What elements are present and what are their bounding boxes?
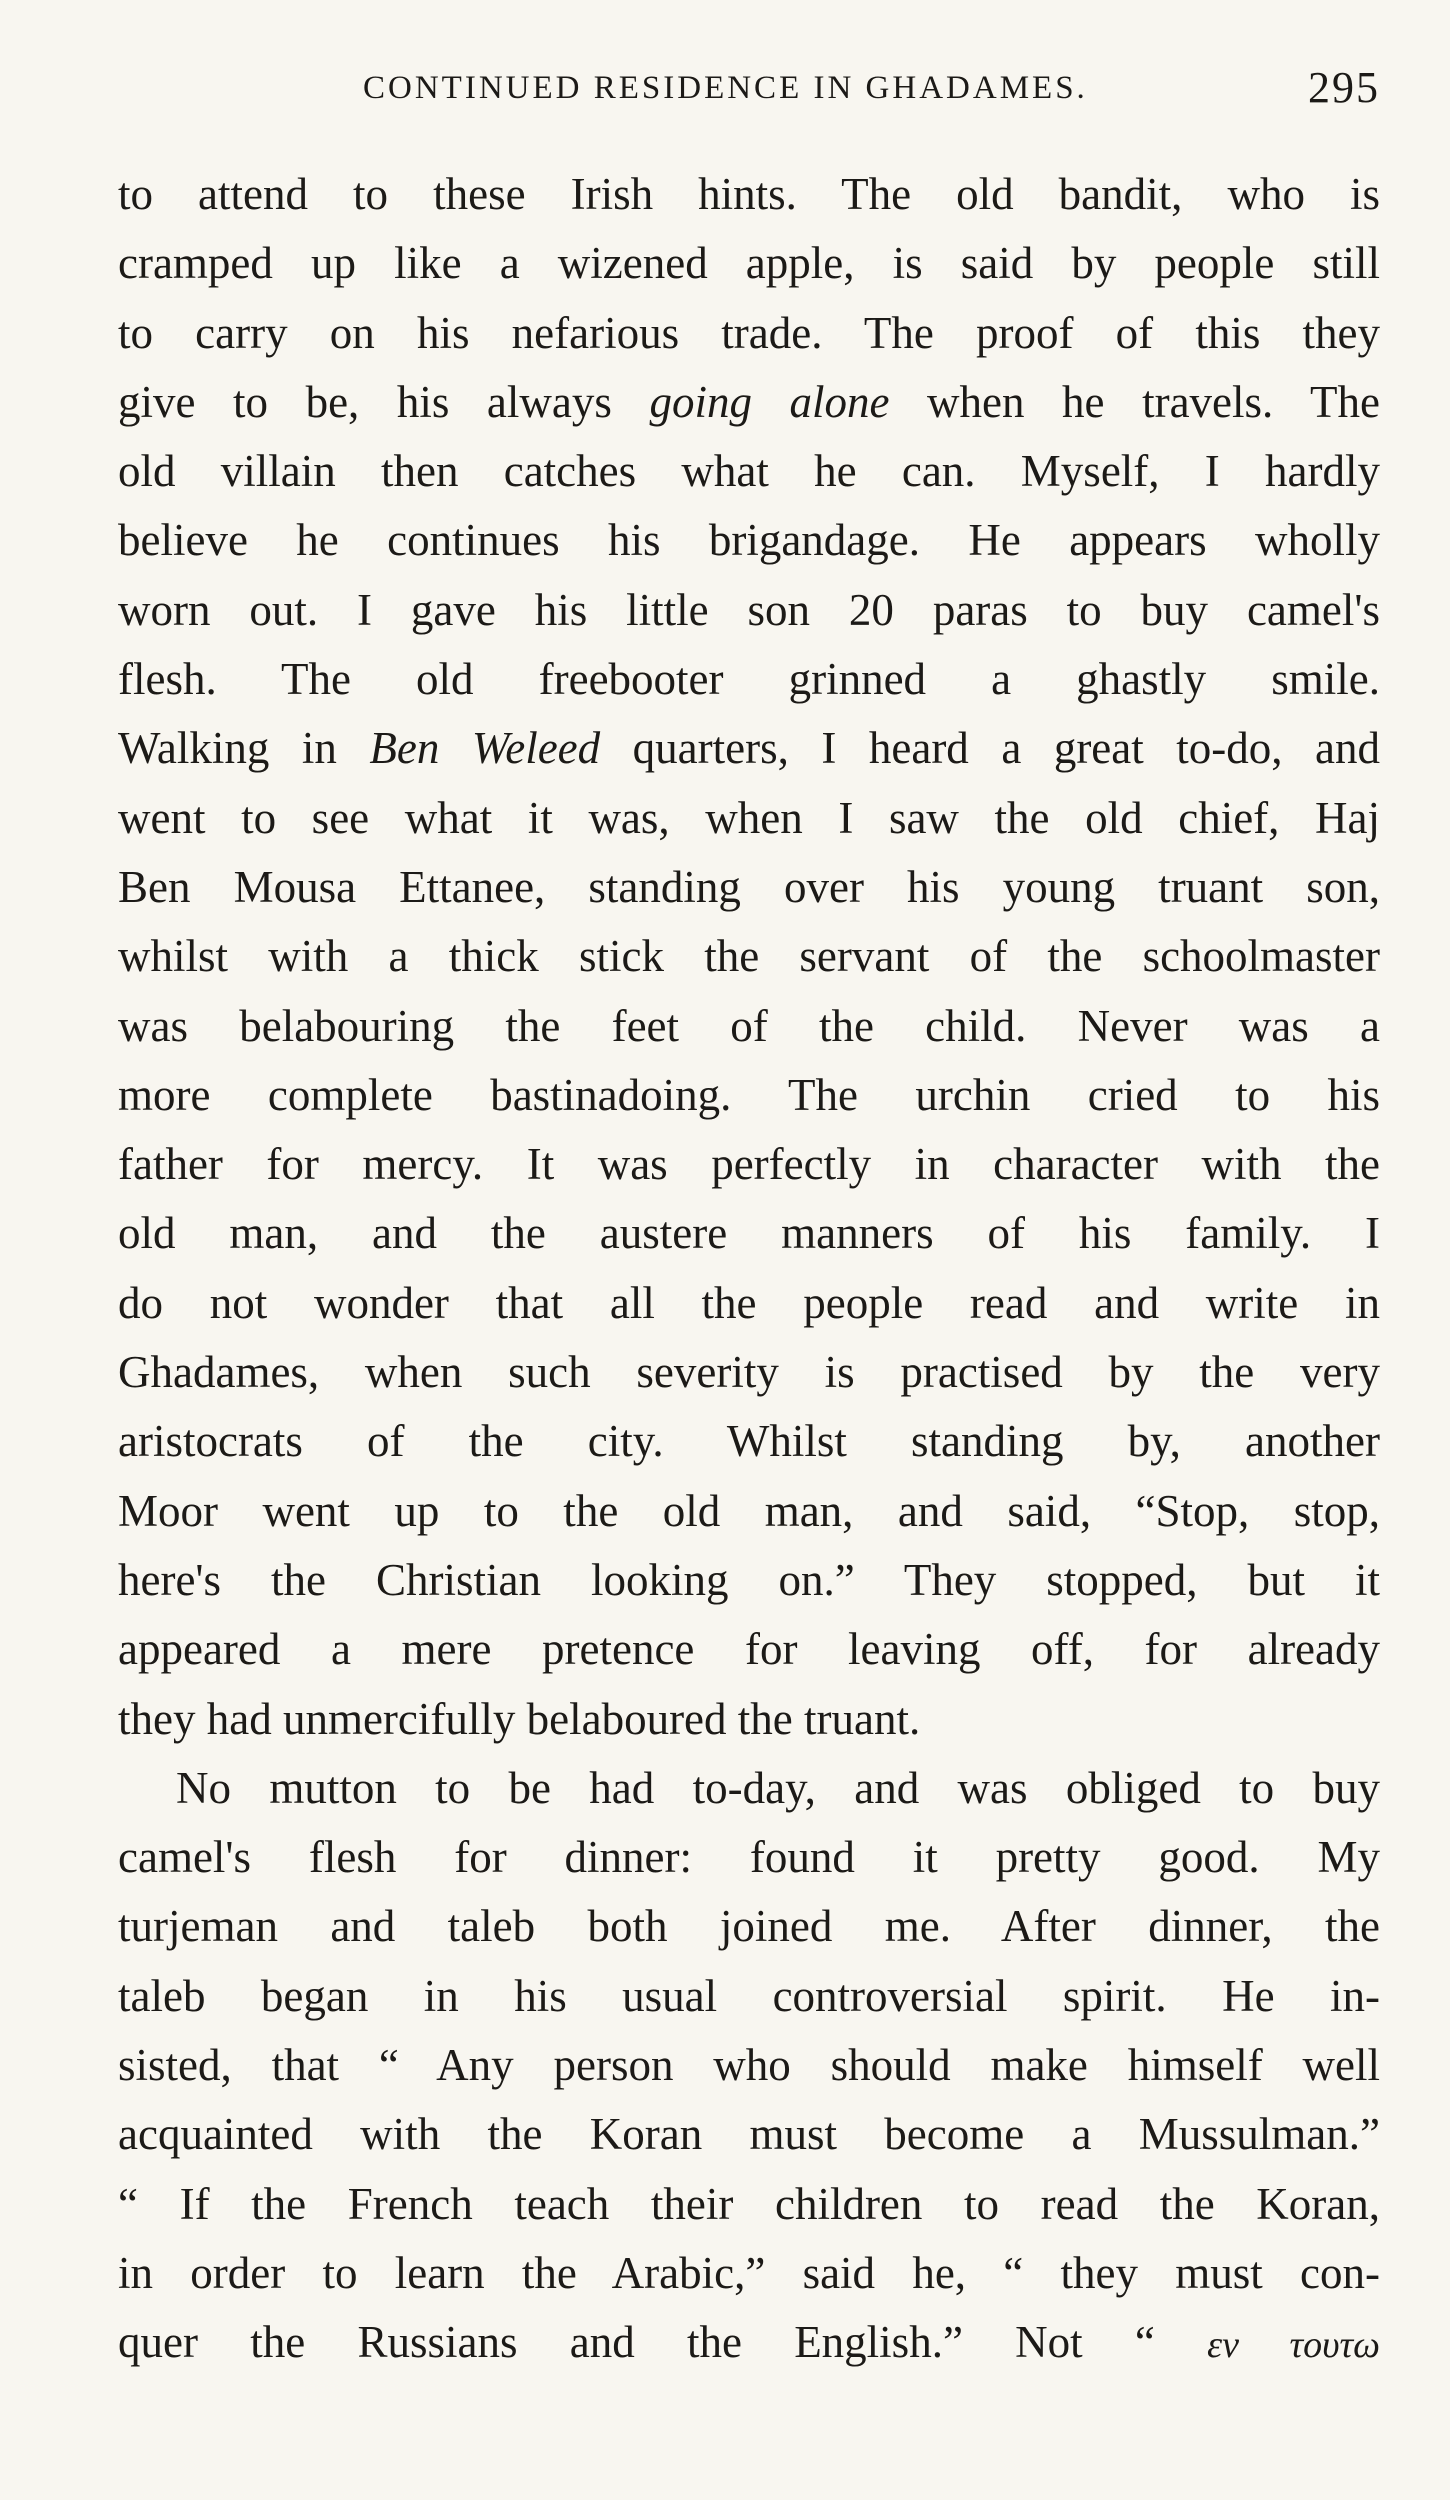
running-head xyxy=(118,60,1380,130)
text-line: here's the Christian looking on.” They stopped, but it xyxy=(118,1554,1380,1605)
text-line: camel's flesh for dinner: found it pretty good. My xyxy=(118,1832,1380,1883)
text-line: cramped up like a wizened apple, is said by people still xyxy=(118,238,1380,289)
text-line: appeared a mere pretence for leaving off, for already xyxy=(118,1624,1380,1675)
text-line: taleb began in his usual controversial spirit. He in- xyxy=(118,1970,1380,2021)
text-line: in order to learn the Arabic,” said he, “ they must con- xyxy=(118,2247,1380,2298)
text-line: they had unmercifully belaboured the truant. xyxy=(118,1693,921,1744)
body-text xyxy=(118,160,1380,2378)
italic-text: Ben Weleed xyxy=(369,723,601,774)
text-line: Ghadames, when such severity is practised by the very xyxy=(118,1347,1380,1398)
running-title: CONTINUED RESIDENCE IN GHADAMES. xyxy=(363,70,1088,106)
text-line: acquainted with the Koran must become a Mussulman.” xyxy=(118,2109,1380,2160)
text-line: went to see what it was, when I saw the old chief, Haj xyxy=(118,792,1380,843)
text-line: sisted, that “ Any person who should make himself well xyxy=(118,2040,1380,2091)
text-line: No mutton to be had to-day, and was obliged to buy xyxy=(176,1762,1380,1813)
text-line: believe he continues his brigandage. He appears wholly xyxy=(118,515,1380,566)
text-line: more complete bastinadoing. The urchin cried to his xyxy=(118,1069,1380,1120)
text-line: flesh. The old freebooter grinned a ghastly smile. xyxy=(118,654,1380,705)
text-line: Moor went up to the old man, and said, “Stop, stop, xyxy=(118,1485,1380,1536)
italic-text: going alone xyxy=(649,376,890,427)
book-page xyxy=(118,60,1380,2378)
text-line: was belabouring the feet of the child. Never was a xyxy=(118,1000,1380,1051)
text-line: worn out. I gave his little son 20 paras to buy camel's xyxy=(118,584,1380,635)
page-number: 295 xyxy=(1308,63,1380,112)
text-line: to carry on his nefarious trade. The proof of this they xyxy=(118,307,1380,358)
text-line: turjeman and taleb both joined me. After dinner, the xyxy=(118,1901,1380,1952)
text-line: “ If the French teach their children to read the Koran, xyxy=(118,2178,1380,2229)
text-line: Walking in Ben Weleed quarters, I heard a great to-do, and xyxy=(118,723,1380,774)
text-line: do not wonder that all the people read and write in xyxy=(118,1277,1380,1328)
text-line: quer the Russians and the English.” Not “ εν τουτω xyxy=(118,2317,1380,2368)
text-line: whilst with a thick stick the servant of the schoolmaster xyxy=(118,931,1380,982)
paragraph xyxy=(118,1754,1380,2378)
text-line: father for mercy. It was perfectly in character with the xyxy=(118,1139,1380,1190)
text-line: Ben Mousa Ettanee, standing over his young truant son, xyxy=(118,861,1380,912)
paragraph xyxy=(118,160,1380,1754)
text-line: give to be, his always going alone when he travels. The xyxy=(118,376,1380,427)
text-line: old man, and the austere manners of his family. I xyxy=(118,1208,1380,1259)
italic-text: εν τουτω xyxy=(1207,2324,1380,2367)
text-line: aristocrats of the city. Whilst standing by, another xyxy=(118,1416,1380,1467)
text-line: to attend to these Irish hints. The old bandit, who is xyxy=(118,169,1380,219)
text-line: old villain then catches what he can. Myself, I hardly xyxy=(118,446,1380,497)
